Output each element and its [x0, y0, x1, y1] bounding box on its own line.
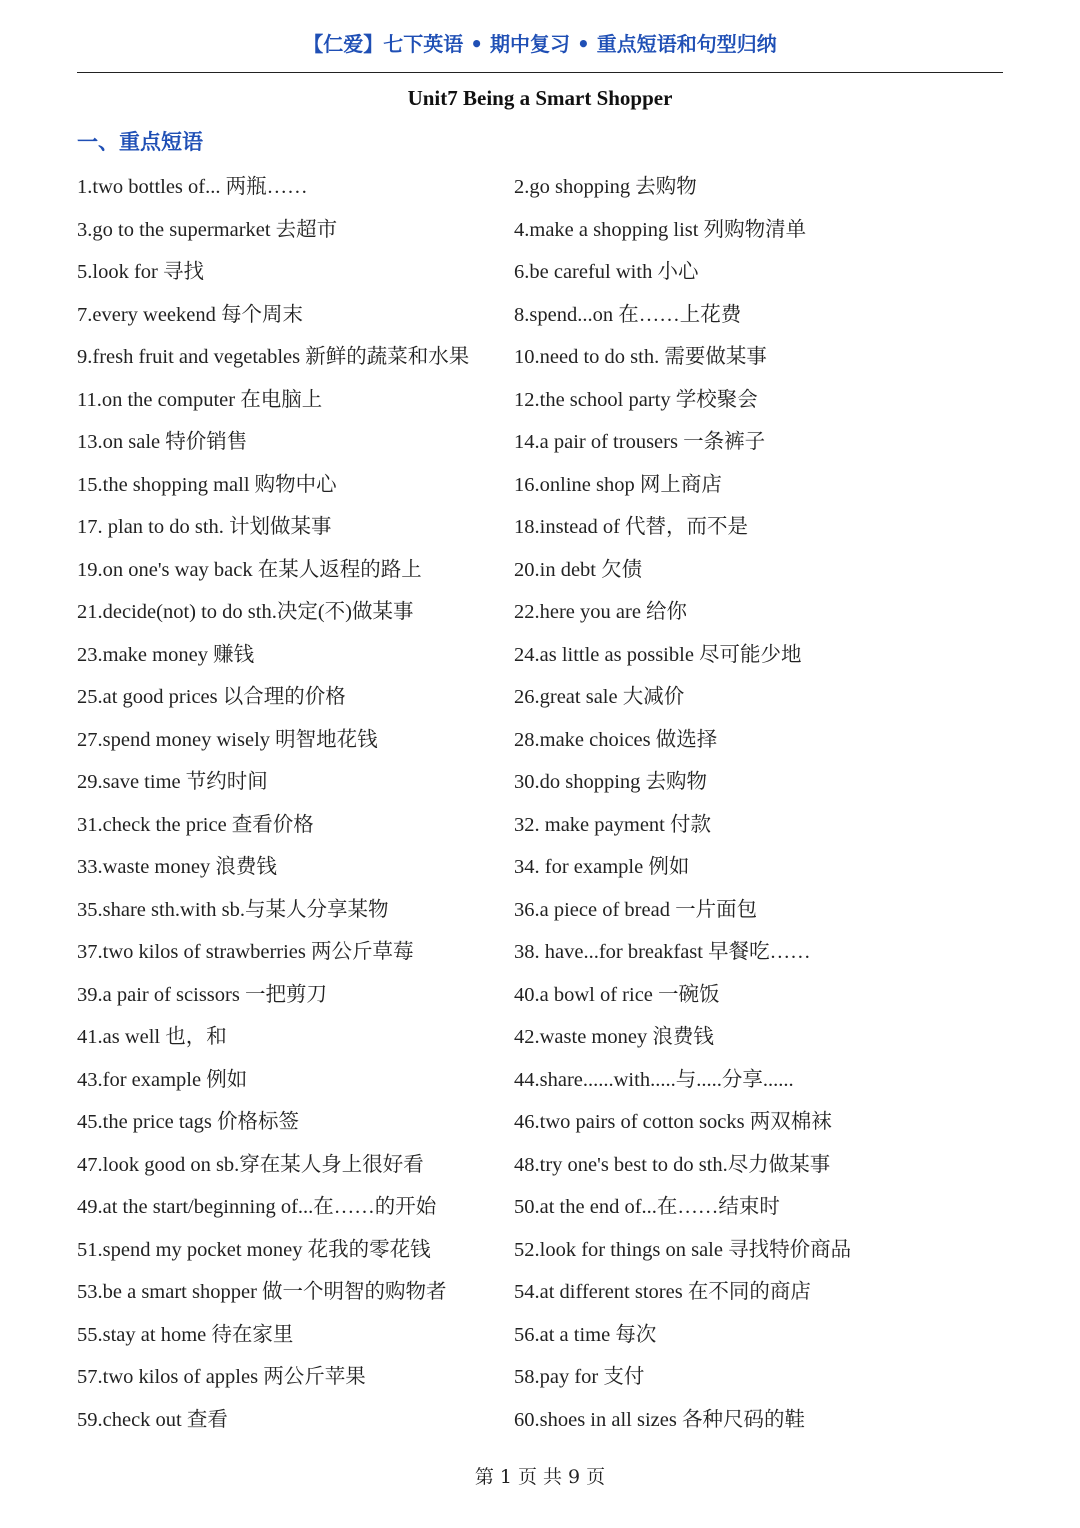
phrase-item: 33.waste money 浪费钱 — [77, 856, 277, 879]
phrase-item: 10.need to do sth. 需要做某事 — [514, 346, 767, 369]
phrase-item: 51.spend my pocket money 花我的零花钱 — [77, 1238, 431, 1261]
phrase-item: 56.at a time 每次 — [514, 1323, 657, 1346]
phrase-item: 5.look for 寻找 — [77, 261, 204, 284]
phrase-item: 21.decide(not) to do sth.决定(不)做某事 — [77, 601, 414, 624]
phrase-item: 3.go to the supermarket 去超市 — [77, 218, 338, 241]
phrase-item: 34. for example 例如 — [514, 856, 690, 879]
phrase-item: 49.at the start/beginning of...在……的开始 — [77, 1196, 437, 1219]
phrase-item: 13.on sale 特价销售 — [77, 431, 248, 454]
phrase-row — [77, 546, 1017, 589]
phrase-item: 32. make payment 付款 — [514, 813, 711, 836]
phrase-item: 58.pay for 支付 — [514, 1366, 645, 1389]
phrase-item: 2.go shopping 去购物 — [514, 176, 697, 199]
phrase-item: 4.make a shopping list 列购物清单 — [514, 218, 807, 241]
phrase-row — [77, 631, 1017, 674]
phrase-row — [77, 1226, 1017, 1269]
phrase-item: 40.a bowl of rice 一碗饭 — [514, 983, 720, 1006]
phrase-row — [77, 886, 1017, 929]
phrase-item: 31.check the price 查看价格 — [77, 813, 314, 836]
phrase-item: 25.at good prices 以合理的价格 — [77, 686, 346, 709]
phrase-item: 42.waste money 浪费钱 — [514, 1026, 714, 1049]
phrase-item: 11.on the computer 在电脑上 — [77, 388, 323, 411]
phrase-row — [77, 1183, 1017, 1226]
phrase-row — [77, 1056, 1017, 1099]
phrase-item: 35.share sth.with sb.与某人分享某物 — [77, 898, 389, 921]
phrase-item: 36.a piece of bread 一片面包 — [514, 898, 758, 921]
phrase-item: 57.two kilos of apples 两公斤苹果 — [77, 1366, 366, 1389]
document-header: 【仁爱】七下英语 • 期中复习 • 重点短语和句型归纳 — [303, 32, 777, 56]
phrase-item: 26.great sale 大减价 — [514, 686, 685, 709]
phrase-row — [77, 461, 1017, 504]
phrase-item: 60.shoes in all sizes 各种尺码的鞋 — [514, 1408, 805, 1431]
unit-title: Unit7 Being a Smart Shopper — [407, 86, 673, 110]
phrase-row — [77, 843, 1017, 886]
phrase-item: 52.look for things on sale 寻找特价商品 — [514, 1238, 852, 1261]
phrase-row — [77, 1311, 1017, 1354]
phrase-item: 22.here you are 给你 — [514, 601, 688, 624]
phrase-item: 55.stay at home 待在家里 — [77, 1323, 294, 1346]
phrase-item: 54.at different stores 在不同的商店 — [514, 1281, 811, 1304]
phrase-row — [77, 588, 1017, 631]
phrase-row — [77, 206, 1017, 249]
phrase-item: 19.on one's way back 在某人返程的路上 — [77, 558, 422, 581]
phrase-row — [77, 1141, 1017, 1184]
phrase-item: 38. have...for breakfast 早餐吃…… — [514, 941, 811, 964]
phrase-row — [77, 758, 1017, 801]
phrase-item: 8.spend...on 在……上花费 — [514, 303, 742, 326]
phrase-row — [77, 163, 1017, 206]
phrase-item: 41.as well 也，和 — [77, 1026, 227, 1049]
phrase-row — [77, 1013, 1017, 1056]
phrase-row — [77, 376, 1017, 419]
phrase-row — [77, 928, 1017, 971]
phrase-item: 18.instead of 代替，而不是 — [514, 516, 749, 539]
phrase-item: 27.spend money wisely 明智地花钱 — [77, 728, 378, 751]
phrase-item: 15.the shopping mall 购物中心 — [77, 473, 337, 496]
phrase-item: 30.do shopping 去购物 — [514, 771, 708, 794]
phrase-row — [77, 248, 1017, 291]
phrase-row — [77, 1268, 1017, 1311]
phrase-row — [77, 673, 1017, 716]
phrase-item: 28.make choices 做选择 — [514, 728, 718, 751]
phrase-item: 16.online shop 网上商店 — [514, 473, 722, 496]
phrase-row — [77, 1353, 1017, 1396]
page-number: 第 1 页 共 9 页 — [474, 1466, 606, 1488]
phrase-item: 9.fresh fruit and vegetables 新鲜的蔬菜和水果 — [77, 346, 470, 369]
phrase-row — [77, 291, 1017, 334]
phrase-row — [77, 801, 1017, 844]
phrase-row — [77, 503, 1017, 546]
phrase-item: 37.two kilos of strawberries 两公斤草莓 — [77, 941, 414, 964]
section-title: 一、重点短语 — [77, 130, 203, 154]
phrase-item: 44.share......with.....与.....分享...... — [514, 1068, 794, 1091]
phrase-item: 6.be careful with 小心 — [514, 261, 699, 284]
phrase-item: 53.be a smart shopper 做一个明智的购物者 — [77, 1281, 447, 1304]
phrase-item: 24.as little as possible 尽可能少地 — [514, 643, 802, 666]
phrase-list — [77, 163, 1017, 1438]
phrase-item: 14.a pair of trousers 一条裤子 — [514, 431, 766, 454]
phrase-item: 29.save time 节约时间 — [77, 771, 268, 794]
phrase-item: 46.two pairs of cotton socks 两双棉袜 — [514, 1111, 832, 1134]
phrase-item: 47.look good on sb.穿在某人身上很好看 — [77, 1153, 424, 1176]
phrase-item: 12.the school party 学校聚会 — [514, 388, 758, 411]
phrase-item: 23.make money 赚钱 — [77, 643, 255, 666]
phrase-item: 1.two bottles of... 两瓶…… — [77, 176, 308, 199]
phrase-row — [77, 716, 1017, 759]
phrase-item: 50.at the end of...在……结束时 — [514, 1196, 780, 1219]
phrase-row — [77, 971, 1017, 1014]
header-divider — [77, 72, 1003, 73]
phrase-item: 43.for example 例如 — [77, 1068, 248, 1091]
phrase-item: 45.the price tags 价格标签 — [77, 1111, 300, 1134]
phrase-item: 17. plan to do sth. 计划做某事 — [77, 516, 332, 539]
phrase-row — [77, 1098, 1017, 1141]
phrase-item: 39.a pair of scissors 一把剪刀 — [77, 983, 327, 1006]
phrase-item: 48.try one's best to do sth.尽力做某事 — [514, 1153, 831, 1176]
phrase-row — [77, 1396, 1017, 1439]
phrase-item: 59.check out 查看 — [77, 1408, 228, 1431]
phrase-item: 20.in debt 欠债 — [514, 558, 643, 581]
phrase-row — [77, 418, 1017, 461]
phrase-row — [77, 333, 1017, 376]
phrase-item: 7.every weekend 每个周末 — [77, 303, 304, 326]
